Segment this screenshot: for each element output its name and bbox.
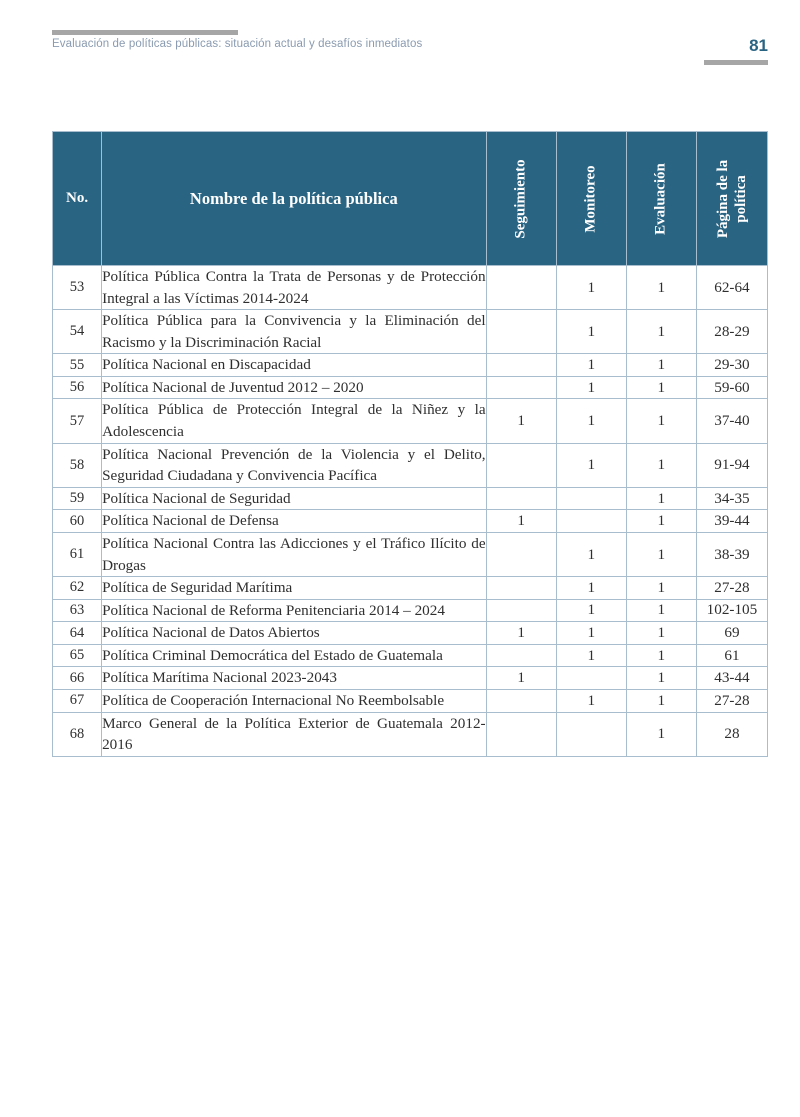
column-header-monitoreo	[556, 132, 626, 266]
cell-no: 57	[53, 399, 102, 443]
cell-monitoreo: 1	[556, 376, 626, 399]
table-head	[53, 132, 768, 266]
cell-pagina: 28-29	[696, 310, 767, 354]
cell-no: 58	[53, 443, 102, 487]
cell-seguimiento: 1	[486, 399, 556, 443]
table-row	[53, 532, 768, 576]
cell-policy-name: Política Nacional Prevención de la Violencia y el Delito, Seguridad Ciudadana y Convivencia Pacífica	[102, 443, 487, 487]
cell-monitoreo: 1	[556, 399, 626, 443]
cell-pagina: 69	[696, 622, 767, 645]
cell-policy-name: Política Marítima Nacional 2023-2043	[102, 667, 487, 690]
column-header-pagina-label	[714, 159, 750, 237]
cell-policy-name: Política de Cooperación Internacional No Reembolsable	[102, 689, 487, 712]
cell-pagina: 28	[696, 712, 767, 756]
table-body	[53, 266, 768, 757]
cell-policy-name: Política Nacional de Defensa	[102, 510, 487, 533]
cell-evaluacion: 1	[626, 399, 696, 443]
table-row	[53, 376, 768, 399]
column-header-name: Nombre de la política pública	[102, 132, 487, 266]
cell-seguimiento	[486, 644, 556, 667]
cell-evaluacion: 1	[626, 667, 696, 690]
cell-monitoreo: 1	[556, 266, 626, 310]
cell-monitoreo	[556, 667, 626, 690]
cell-pagina: 27-28	[696, 689, 767, 712]
table-row	[53, 399, 768, 443]
cell-no: 61	[53, 532, 102, 576]
cell-no: 64	[53, 622, 102, 645]
cell-evaluacion: 1	[626, 644, 696, 667]
column-header-monitoreo-label: Monitoreo	[582, 164, 599, 233]
cell-policy-name: Política Criminal Democrática del Estado de Guatemala	[102, 644, 487, 667]
cell-pagina: 91-94	[696, 443, 767, 487]
cell-policy-name: Política Pública para la Convivencia y la Eliminación del Racismo y la Discriminación Racial	[102, 310, 487, 354]
cell-policy-name: Política Nacional Contra las Adicciones y el Tráfico Ilícito de Drogas	[102, 532, 487, 576]
table-row	[53, 266, 768, 310]
cell-seguimiento	[486, 310, 556, 354]
cell-seguimiento: 1	[486, 510, 556, 533]
cell-policy-name: Política Nacional de Juventud 2012 – 2020	[102, 376, 487, 399]
header-rule-left	[52, 30, 238, 35]
cell-evaluacion: 1	[626, 599, 696, 622]
cell-evaluacion: 1	[626, 266, 696, 310]
cell-policy-name: Política Pública de Protección Integral de la Niñez y la Adolescencia	[102, 399, 487, 443]
cell-monitoreo	[556, 487, 626, 510]
cell-no: 68	[53, 712, 102, 756]
cell-evaluacion: 1	[626, 577, 696, 600]
cell-pagina: 61	[696, 644, 767, 667]
cell-monitoreo	[556, 712, 626, 756]
cell-no: 60	[53, 510, 102, 533]
cell-monitoreo	[556, 510, 626, 533]
cell-evaluacion: 1	[626, 443, 696, 487]
cell-no: 63	[53, 599, 102, 622]
cell-seguimiento	[486, 443, 556, 487]
cell-pagina: 62-64	[696, 266, 767, 310]
table-row	[53, 487, 768, 510]
page-title: Evaluación de políticas públicas: situación actual y desafíos inmediatos	[52, 38, 423, 50]
cell-policy-name: Política Nacional de Seguridad	[102, 487, 487, 510]
cell-seguimiento	[486, 266, 556, 310]
cell-pagina: 39-44	[696, 510, 767, 533]
cell-monitoreo: 1	[556, 577, 626, 600]
table-header-row	[53, 132, 768, 266]
table-row	[53, 354, 768, 377]
cell-seguimiento: 1	[486, 622, 556, 645]
cell-seguimiento: 1	[486, 667, 556, 690]
cell-pagina: 29-30	[696, 354, 767, 377]
cell-pagina: 37-40	[696, 399, 767, 443]
column-header-pagina-line2: política	[732, 174, 749, 223]
cell-monitoreo: 1	[556, 532, 626, 576]
cell-policy-name: Política Nacional en Discapacidad	[102, 354, 487, 377]
column-header-evaluacion-label: Evaluación	[652, 162, 669, 235]
cell-pagina: 43-44	[696, 667, 767, 690]
policy-table-container	[52, 131, 768, 757]
column-header-evaluacion	[626, 132, 696, 266]
column-header-pagina-line1: Página de la	[714, 159, 731, 238]
cell-monitoreo: 1	[556, 443, 626, 487]
table-row	[53, 712, 768, 756]
cell-evaluacion: 1	[626, 712, 696, 756]
cell-no: 65	[53, 644, 102, 667]
cell-no: 56	[53, 376, 102, 399]
cell-evaluacion: 1	[626, 376, 696, 399]
table-row	[53, 577, 768, 600]
policy-table	[52, 131, 768, 757]
table-row	[53, 310, 768, 354]
cell-evaluacion: 1	[626, 622, 696, 645]
cell-no: 62	[53, 577, 102, 600]
table-row	[53, 689, 768, 712]
cell-policy-name: Política de Seguridad Marítima	[102, 577, 487, 600]
table-row	[53, 510, 768, 533]
cell-policy-name: Política Nacional de Datos Abiertos	[102, 622, 487, 645]
table-row	[53, 443, 768, 487]
table-row	[53, 599, 768, 622]
cell-no: 59	[53, 487, 102, 510]
cell-pagina: 102-105	[696, 599, 767, 622]
cell-seguimiento	[486, 487, 556, 510]
cell-evaluacion: 1	[626, 310, 696, 354]
cell-evaluacion: 1	[626, 689, 696, 712]
page-running-header	[0, 0, 800, 80]
cell-monitoreo: 1	[556, 644, 626, 667]
column-header-seguimiento-label: Seguimiento	[512, 158, 529, 239]
cell-policy-name: Política Nacional de Reforma Penitenciaria 2014 – 2024	[102, 599, 487, 622]
cell-monitoreo: 1	[556, 354, 626, 377]
cell-pagina: 27-28	[696, 577, 767, 600]
header-rule-right	[704, 60, 768, 65]
cell-pagina: 59-60	[696, 376, 767, 399]
table-row	[53, 622, 768, 645]
cell-seguimiento	[486, 712, 556, 756]
cell-seguimiento	[486, 599, 556, 622]
cell-seguimiento	[486, 354, 556, 377]
cell-monitoreo: 1	[556, 599, 626, 622]
cell-policy-name: Marco General de la Política Exterior de Guatemala 2012-2016	[102, 712, 487, 756]
cell-evaluacion: 1	[626, 532, 696, 576]
cell-no: 67	[53, 689, 102, 712]
cell-evaluacion: 1	[626, 487, 696, 510]
column-header-seguimiento	[486, 132, 556, 266]
cell-monitoreo: 1	[556, 310, 626, 354]
cell-no: 53	[53, 266, 102, 310]
cell-seguimiento	[486, 577, 556, 600]
cell-seguimiento	[486, 376, 556, 399]
table-row	[53, 667, 768, 690]
cell-pagina: 34-35	[696, 487, 767, 510]
cell-evaluacion: 1	[626, 354, 696, 377]
cell-evaluacion: 1	[626, 510, 696, 533]
column-header-no: No.	[53, 132, 102, 266]
cell-seguimiento	[486, 532, 556, 576]
cell-monitoreo: 1	[556, 622, 626, 645]
page-number: 81	[749, 36, 768, 55]
cell-no: 66	[53, 667, 102, 690]
cell-policy-name: Política Pública Contra la Trata de Personas y de Protección Integral a las Víctimas 2014-2024	[102, 266, 487, 310]
cell-pagina: 38-39	[696, 532, 767, 576]
cell-seguimiento	[486, 689, 556, 712]
cell-monitoreo: 1	[556, 689, 626, 712]
column-header-pagina	[696, 132, 767, 266]
cell-no: 54	[53, 310, 102, 354]
cell-no: 55	[53, 354, 102, 377]
table-row	[53, 644, 768, 667]
